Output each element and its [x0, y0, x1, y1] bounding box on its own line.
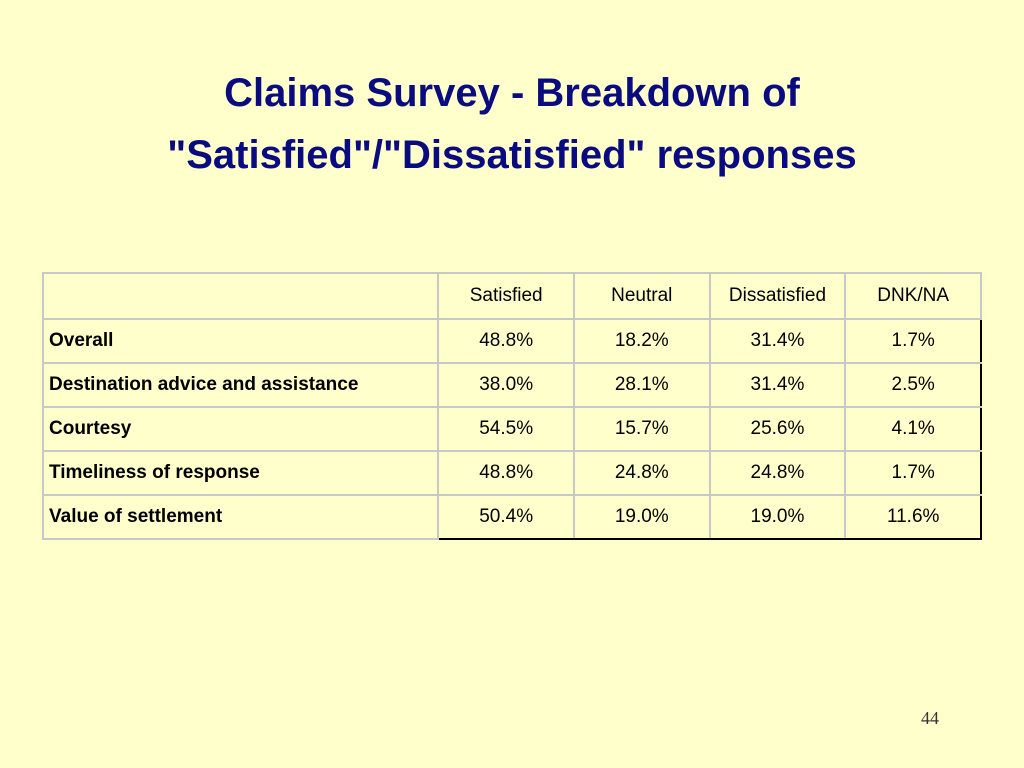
slide-title-line-1: Claims Survey - Breakdown of — [224, 71, 800, 115]
cell-dnk-na: 1.7% — [845, 451, 981, 495]
cell-dissatisfied: 19.0% — [710, 495, 846, 539]
cell-satisfied: 48.8% — [438, 319, 574, 363]
cell-satisfied: 48.8% — [438, 451, 574, 495]
table-row — [43, 451, 981, 495]
cell-neutral: 15.7% — [574, 407, 710, 451]
column-header-satisfied: Satisfied — [438, 273, 574, 319]
cell-dissatisfied: 31.4% — [710, 363, 846, 407]
table-header-row — [43, 273, 981, 319]
column-header-dnk-na: DNK/NA — [845, 273, 981, 319]
column-header-dissatisfied: Dissatisfied — [710, 273, 846, 319]
survey-table — [42, 272, 982, 540]
cell-neutral: 18.2% — [574, 319, 710, 363]
row-label: Value of settlement — [43, 495, 438, 539]
table-row — [43, 407, 981, 451]
table-row — [43, 319, 981, 363]
cell-neutral: 19.0% — [574, 495, 710, 539]
slide-title-line-2: "Satisfied"/"Dissatisfied" responses — [167, 133, 857, 177]
cell-neutral: 28.1% — [574, 363, 710, 407]
cell-neutral: 24.8% — [574, 451, 710, 495]
cell-dnk-na: 11.6% — [845, 495, 981, 539]
cell-dnk-na: 4.1% — [845, 407, 981, 451]
header-corner-cell — [43, 273, 438, 319]
cell-dnk-na: 2.5% — [845, 363, 981, 407]
page-number: 44 — [921, 708, 939, 728]
cell-dissatisfied: 25.6% — [710, 407, 846, 451]
table-row — [43, 363, 981, 407]
cell-satisfied: 38.0% — [438, 363, 574, 407]
cell-satisfied: 50.4% — [438, 495, 574, 539]
column-header-neutral: Neutral — [574, 273, 710, 319]
row-label: Destination advice and assistance — [43, 363, 438, 407]
table-row — [43, 495, 981, 539]
cell-dissatisfied: 31.4% — [710, 319, 846, 363]
cell-dnk-na: 1.7% — [845, 319, 981, 363]
cell-dissatisfied: 24.8% — [710, 451, 846, 495]
slide-title — [0, 62, 1024, 186]
row-label: Timeliness of response — [43, 451, 438, 495]
cell-satisfied: 54.5% — [438, 407, 574, 451]
row-label: Courtesy — [43, 407, 438, 451]
row-label: Overall — [43, 319, 438, 363]
